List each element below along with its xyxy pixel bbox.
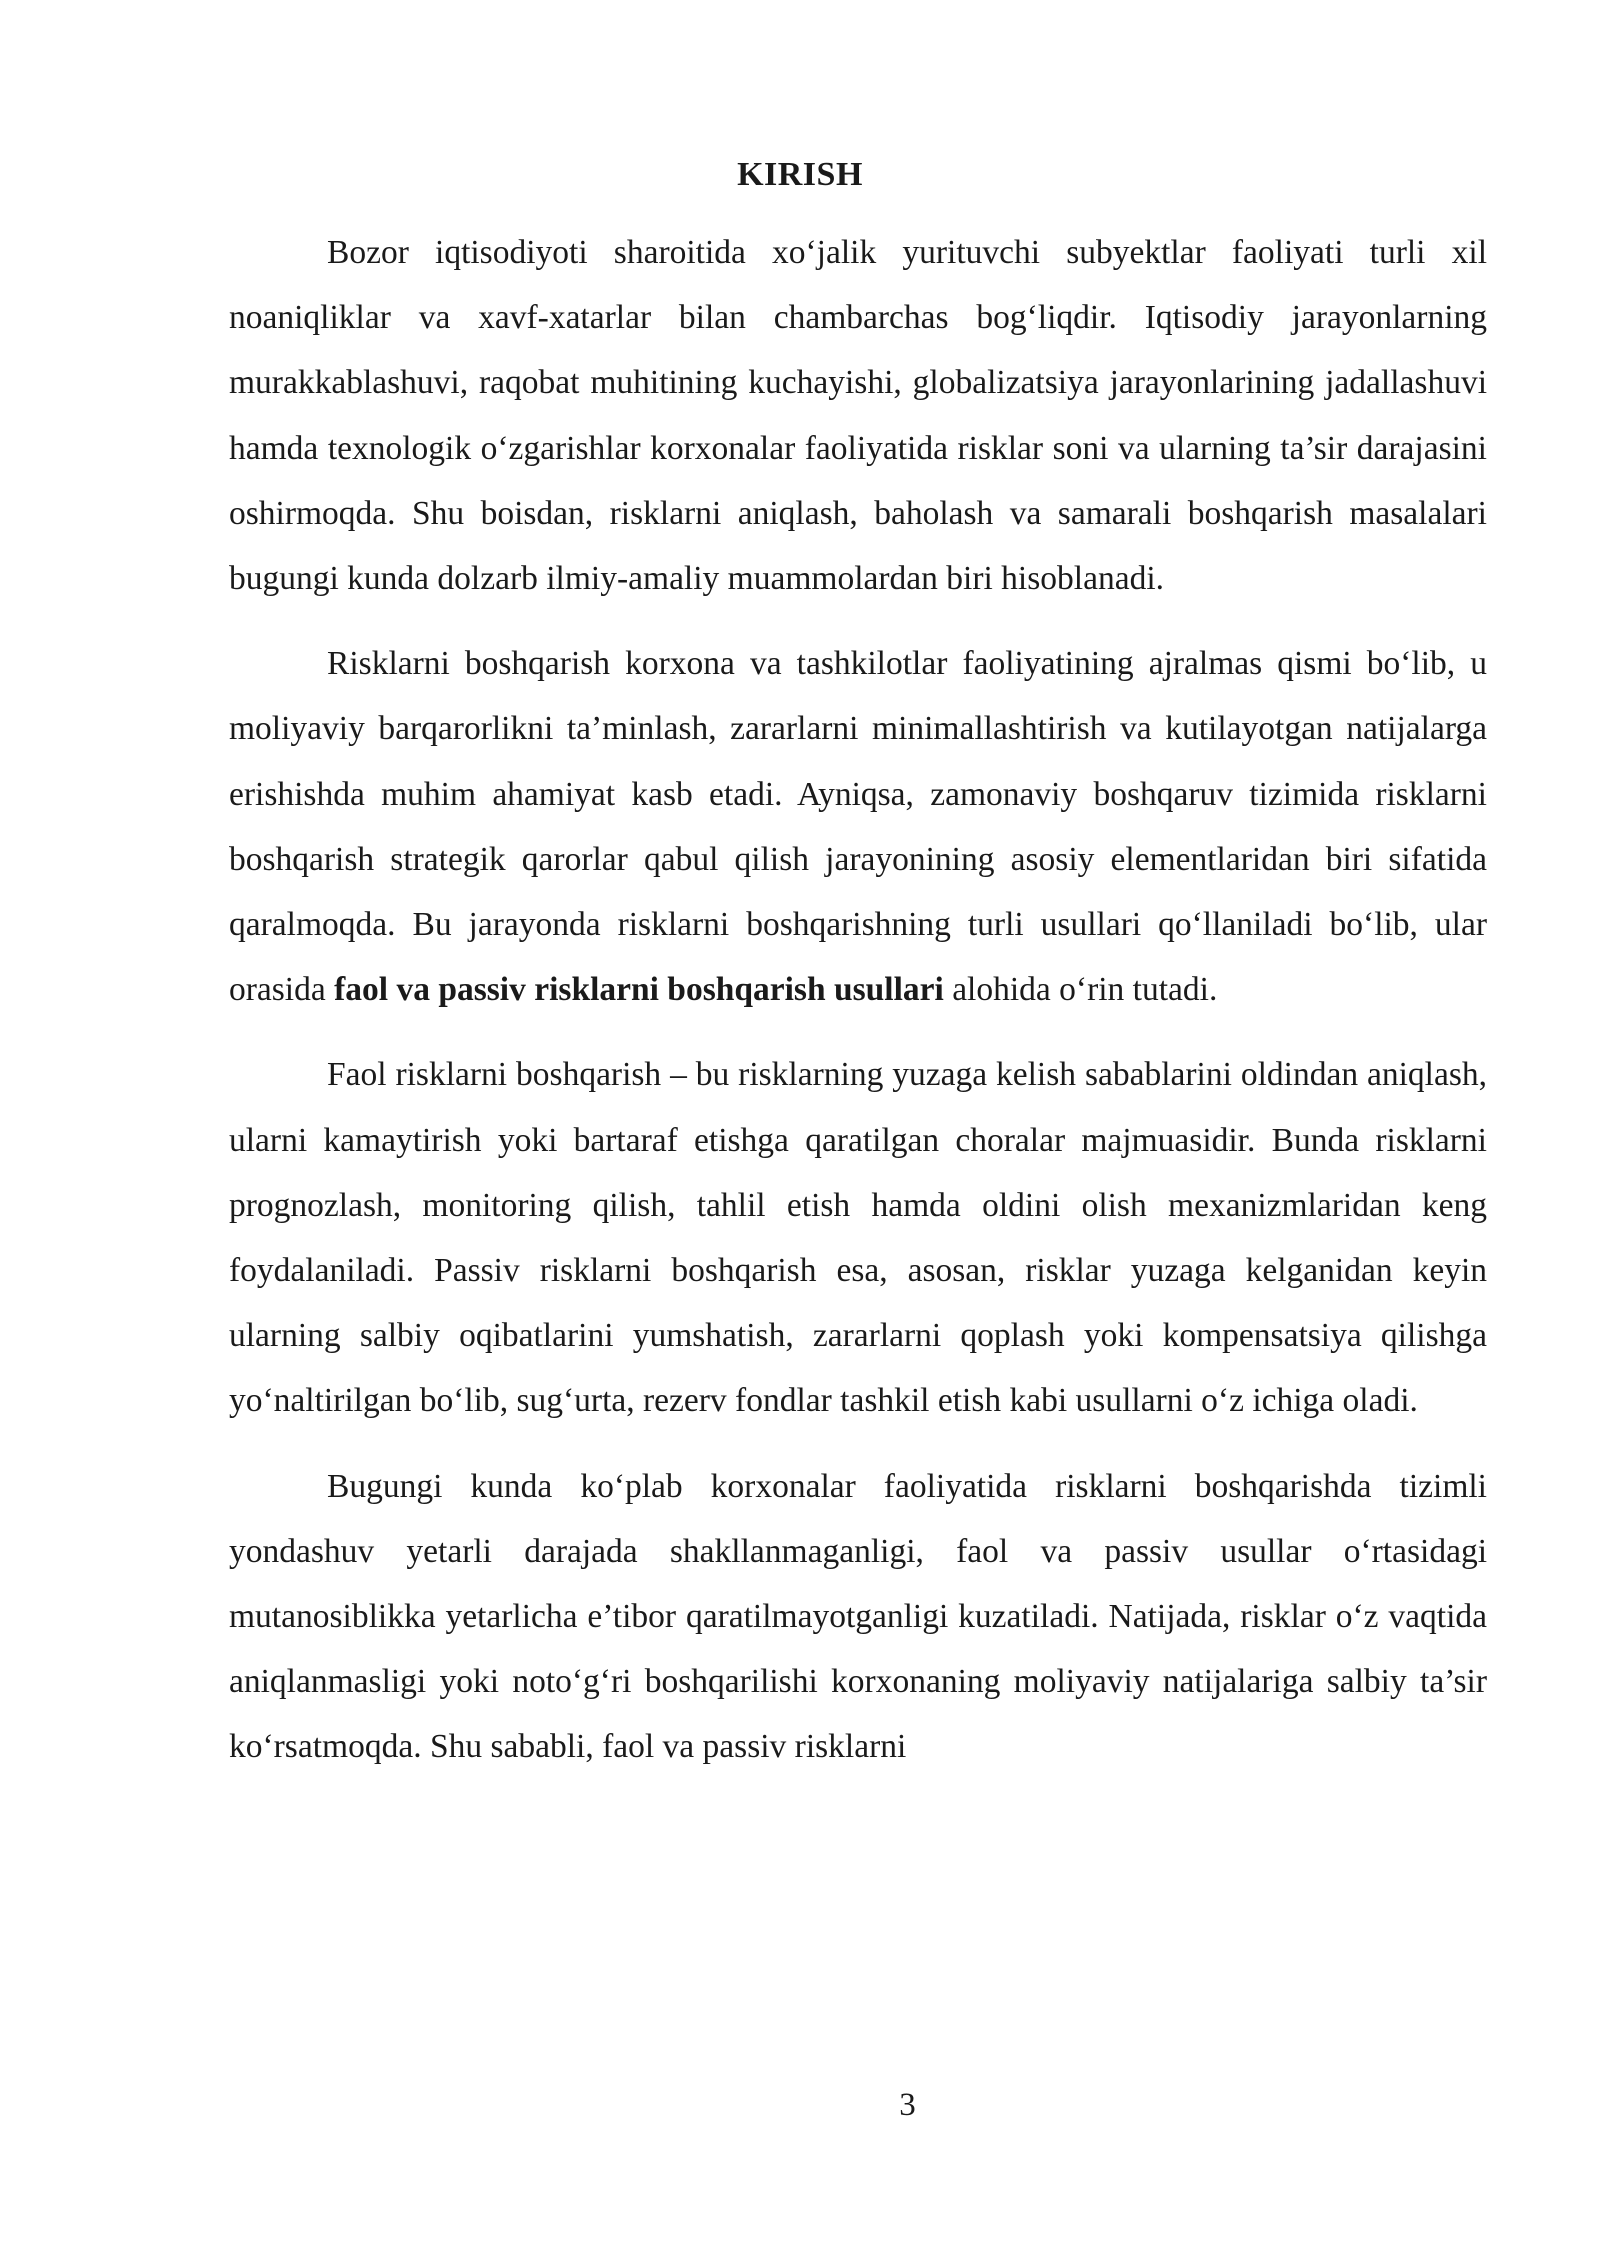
paragraph-2-bold-text: faol va passiv risklarni boshqarish usullari	[334, 971, 944, 1009]
paragraph-2-text-before: Risklarni boshqarish korxona va tashkilotlar faoliyatining ajralmas qismi bo‘lib, u moliyaviy barqarorlikni ta’minlash, zararlarni minimallashtirish va kutilayotgan natijalarga erishishda muhim ahamiyat kasb etadi. Ayniqsa, zamonaviy boshqaruv tizimida risklarni boshqarish strategik qarorlar qabul qilish jarayonining asosiy elementlaridan biri sifatida qaralmoqda. Bu jarayonda risklarni boshqarishning turli usullari qo‘llaniladi bo‘lib, ular orasida	[229, 645, 1487, 1009]
body-text	[229, 220, 1487, 1800]
paragraph-3: Faol risklarni boshqarish – bu risklarning yuzaga kelish sabablarini oldindan aniqlash, ularni kamaytirish yoki bartaraf etishga qaratilgan choralar majmuasidir. Bunda risklarni prognozlash, monitoring qilish, tahlil etish hamda oldini olish mexanizmlaridan keng foydalaniladi. Passiv risklarni boshqarish esa, asosan, risklar yuzaga kelganidan keyin ularning salbiy oqibatlarini yumshatish, zararlarni qoplash yoki kompensatsiya qilishga yo‘naltirilgan bo‘lib, sug‘urta, rezerv fondlar tashkil etish kabi usullarni o‘z ichiga oladi.	[229, 1056, 1487, 1420]
paragraph-2	[229, 631, 1487, 1022]
page-number: 3	[899, 2087, 916, 2123]
paragraph-2-text-after: alohida o‘rin tutadi.	[943, 971, 1218, 1009]
paragraph-4: Bugungi kunda ko‘plab korxonalar faoliyatida risklarni boshqarishda tizimli yondashuv yetarli darajada shakllanmaganligi, faol va passiv usullar o‘rtasidagi mutanosiblikka yetarlicha e’tibor qaratilmayotganligi kuzatiladi. Natijada, risklar o‘z vaqtida aniqlanmasligi yoki noto‘g‘ri boshqarilishi korxonaning moliyaviy natijalariga salbiy ta’sir ko‘rsatmoqda. Shu sababli, faol va passiv risklarni	[229, 1467, 1487, 1766]
section-heading: KIRISH	[737, 156, 863, 193]
paragraph-1: Bozor iqtisodiyoti sharoitida xo‘jalik yurituvchi subyektlar faoliyati turli xil noaniqliklar va xavf-xatarlar bilan chambarchas bog‘liqdir. Iqtisodiy jarayonlarning murakkablashuvi, raqobat muhitining kuchayishi, globalizatsiya jarayonlarining jadallashuvi hamda texnologik o‘zgarishlar korxonalar faoliyatida risklar soni va ularning ta’sir darajasini oshirmoqda. Shu boisdan, risklarni aniqlash, baholash va samarali boshqarish masalalari bugungi kunda dolzarb ilmiy-amaliy muammolardan biri hisoblanadi.	[229, 234, 1487, 598]
